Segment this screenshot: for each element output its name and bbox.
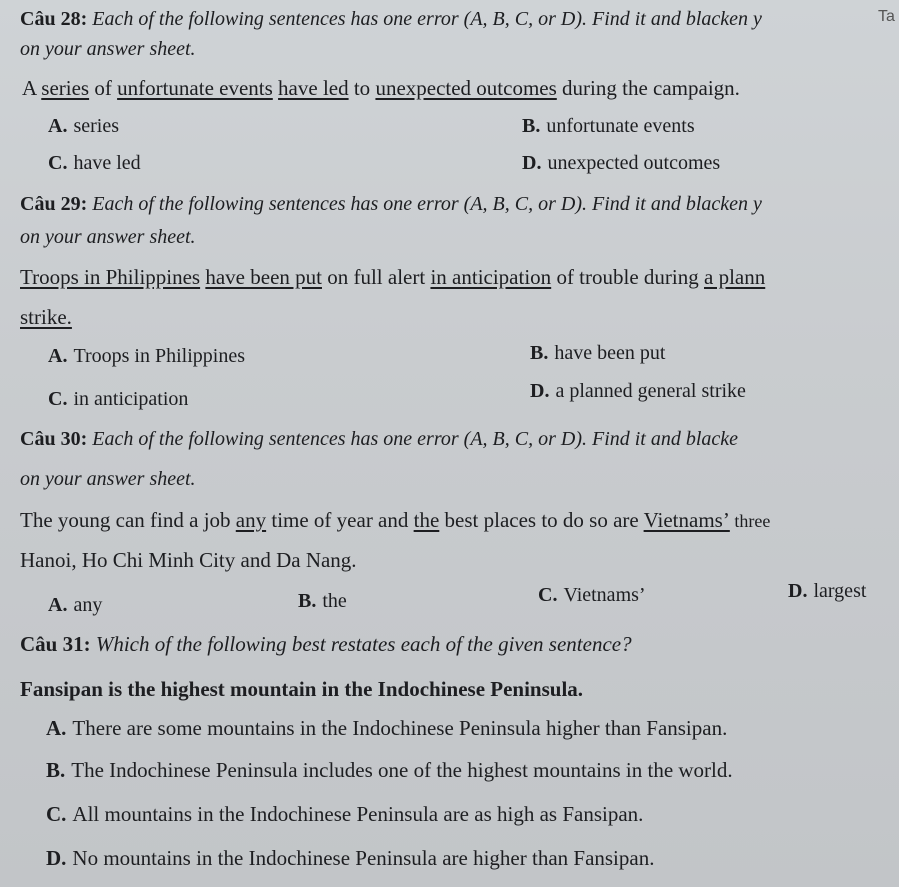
option-letter: A. <box>46 716 67 740</box>
option-text: Vietnams’ <box>563 584 646 606</box>
q28-option-b[interactable] <box>522 115 695 138</box>
q31-option-d[interactable] <box>46 846 654 871</box>
q28-underline-d: unexpected outcomes <box>375 76 557 100</box>
q30-instruction-line2: on your answer sheet. <box>20 468 196 490</box>
q28-underline-a: series <box>41 76 90 100</box>
option-text: All mountains in the Indochinese Peninsula are as high as Fansipan. <box>72 802 644 826</box>
option-letter: B. <box>522 115 541 137</box>
q29-number: Câu 29: <box>20 193 88 215</box>
q30-underline-b: the <box>413 508 440 532</box>
q30-sentence-text: time of year and <box>266 508 414 532</box>
option-text: series <box>73 115 119 137</box>
q30-option-a[interactable] <box>48 594 102 617</box>
q30-option-d[interactable] <box>788 580 866 603</box>
q30-sentence-text: best places to do so are <box>439 508 644 532</box>
q28-sentence-text: A <box>22 76 42 100</box>
q30-option-b[interactable] <box>298 590 347 613</box>
q28-instruction-line1: Each of the following sentences has one error (A, B, C, or D). Find it and blacken y <box>92 8 762 30</box>
q29-underline-b: have been put <box>205 265 322 289</box>
q30-instruction-line1: Each of the following sentences has one error (A, B, C, or D). Find it and blacke <box>92 428 739 450</box>
q29-instruction-line2: on your answer sheet. <box>20 226 196 248</box>
option-text: There are some mountains in the Indochinese Peninsula higher than Fansipan. <box>72 716 728 740</box>
q30-sentence-text: The young can find a job <box>20 508 236 532</box>
option-text: a planned general strike <box>555 380 746 402</box>
option-letter: B. <box>46 758 66 782</box>
option-text: in anticipation <box>73 388 189 410</box>
q31-option-b[interactable] <box>46 758 733 783</box>
q28-sentence <box>22 76 740 101</box>
q30-instruction-line2-wrap <box>20 468 196 491</box>
q30-sentence-line2 <box>20 548 357 573</box>
option-letter: C. <box>46 802 67 826</box>
q29-underline-d: a plann <box>704 265 766 289</box>
option-letter: B. <box>530 342 549 364</box>
q29-instruction-line1: Each of the following sentences has one error (A, B, C, or D). Find it and blacken y <box>92 193 762 215</box>
q29-instruction <box>20 193 762 216</box>
option-text: No mountains in the Indochinese Peninsula are higher than Fansipan. <box>72 846 655 870</box>
option-letter: C. <box>538 584 558 606</box>
q29-instruction-line2-wrap <box>20 226 196 249</box>
q31-instruction-text: Which of the following best restates each of the given sentence? <box>95 632 632 656</box>
q31-option-a[interactable] <box>46 716 727 741</box>
q29-underline-a: Troops in Philippines <box>20 265 201 289</box>
q31-option-c[interactable] <box>46 802 643 827</box>
q28-option-d[interactable] <box>522 152 720 175</box>
option-letter: D. <box>46 846 67 870</box>
q28-option-c[interactable] <box>48 152 141 175</box>
q29-underline-d-cont: strike. <box>20 305 72 329</box>
option-text: have led <box>73 152 141 174</box>
q28-number: Câu 28: <box>20 8 88 30</box>
q29-option-a[interactable] <box>48 345 245 368</box>
option-text: largest <box>813 580 867 602</box>
option-text: have been put <box>554 342 666 364</box>
q29-option-c[interactable] <box>48 388 188 411</box>
option-letter: D. <box>530 380 550 402</box>
option-letter: B. <box>298 590 317 612</box>
q28-underline-b: unfortunate events <box>117 76 273 100</box>
q31-sentence: Fansipan is the highest mountain in the Indochinese Peninsula. <box>20 677 584 701</box>
q29-sentence-line2 <box>20 305 72 330</box>
option-letter: A. <box>48 115 68 137</box>
q28-sentence-text: during the campaign. <box>556 76 740 100</box>
q30-option-c[interactable] <box>538 584 646 607</box>
option-text: Troops in Philippines <box>73 345 245 367</box>
option-letter: D. <box>788 580 808 602</box>
q28-underline-c: have led <box>278 76 349 100</box>
q28-instruction-line2: on your answer sheet. <box>20 38 196 60</box>
q30-sentence <box>20 508 770 533</box>
q28-option-a[interactable] <box>48 115 119 138</box>
q30-underline-a: any <box>235 508 267 532</box>
option-text: The Indochinese Peninsula includes one of the highest mountains in the world. <box>71 758 733 782</box>
q29-sentence <box>20 265 765 290</box>
option-text: unexpected outcomes <box>547 152 721 174</box>
q30-sentence-text: three <box>729 511 771 531</box>
option-text: unfortunate events <box>546 115 695 137</box>
q29-option-b[interactable] <box>530 342 665 365</box>
q31-number: Câu 31: <box>20 632 91 656</box>
q31-instruction <box>20 632 632 657</box>
q29-option-d[interactable] <box>530 380 746 403</box>
option-text: the <box>322 590 347 612</box>
q29-sentence-text: of trouble during <box>551 265 704 289</box>
q30-underline-c: Vietnams’ <box>643 508 730 532</box>
q28-instruction <box>20 8 762 31</box>
q28-instruction-line2-wrap <box>20 38 196 61</box>
q30-number: Câu 30: <box>20 428 88 450</box>
option-text: any <box>73 594 103 616</box>
q29-sentence-text: on full alert <box>321 265 431 289</box>
option-letter: A. <box>48 345 68 367</box>
q30-instruction <box>20 428 738 451</box>
q30-sentence-text: Hanoi, Ho Chi Minh City and Da Nang. <box>20 548 357 572</box>
option-letter: C. <box>48 152 68 174</box>
option-letter: D. <box>522 152 542 174</box>
q29-underline-c: in anticipation <box>430 265 552 289</box>
option-letter: C. <box>48 388 68 410</box>
option-letter: A. <box>48 594 68 616</box>
q28-sentence-text: of <box>89 76 118 100</box>
edge-mark: Ta <box>878 8 895 25</box>
q28-sentence-text: to <box>348 76 376 100</box>
